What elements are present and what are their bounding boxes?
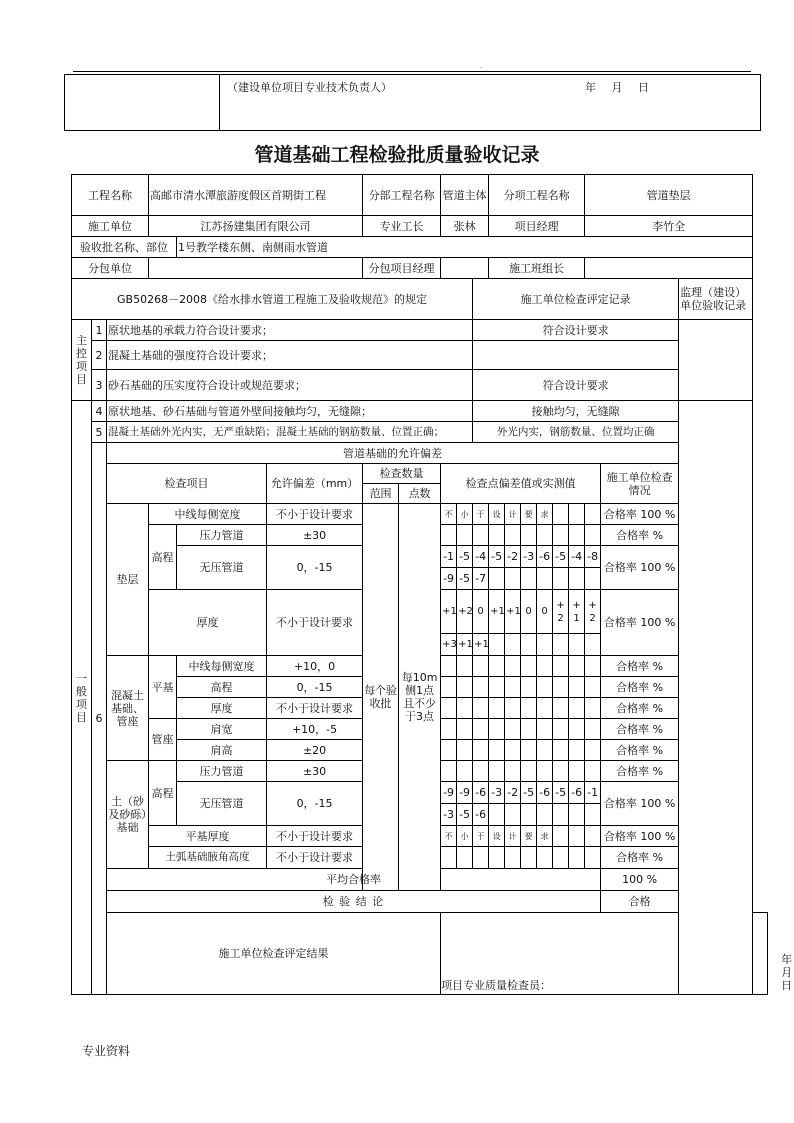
value-cell	[505, 656, 521, 677]
value-cell	[457, 740, 473, 761]
value-cell	[473, 656, 489, 677]
main-control-label: 主控项目	[72, 320, 92, 401]
col-qty: 检查数量	[363, 464, 441, 484]
value-cell	[473, 740, 489, 761]
value-cell	[553, 634, 569, 656]
footer-date: 年 月 日	[781, 953, 793, 992]
row-status: 合格率 100 %	[601, 504, 679, 525]
value-cell	[521, 656, 537, 677]
col-item: 检查项目	[107, 464, 267, 504]
row-status: 合格率 %	[601, 761, 679, 782]
item-no: 2	[92, 341, 107, 370]
value-cell	[569, 826, 585, 847]
value-cell	[569, 656, 585, 677]
value-cell	[505, 761, 521, 782]
row-name: 中线每侧宽度	[177, 656, 267, 677]
team-label: 施工班组长	[489, 258, 585, 279]
value-cell	[489, 656, 505, 677]
value-cell	[489, 740, 505, 761]
value-cell	[537, 656, 553, 677]
value-cell: -5	[457, 804, 473, 826]
value-cell: 求	[537, 826, 553, 847]
previous-table-fragment	[64, 74, 761, 131]
value-cell	[569, 677, 585, 698]
value-cell: +2	[585, 590, 601, 634]
value-cell	[585, 656, 601, 677]
points-value: 每10m侧1点且不少于3点	[399, 504, 441, 891]
row-name: 中线每侧宽度	[149, 504, 267, 525]
row-name: 肩宽	[177, 719, 267, 740]
sub-project-label: 分部工程名称	[363, 175, 441, 216]
row-name: 无压管道	[177, 782, 267, 826]
col-points: 点数	[399, 484, 441, 504]
value-cell	[521, 568, 537, 590]
value-cell	[521, 698, 537, 719]
value-cell	[505, 525, 521, 546]
deviation-title: 管道基础的允许偏差	[107, 443, 679, 464]
supervision-header: 监理（建设）单位验收记录	[679, 279, 753, 320]
manager-label: 项目经理	[489, 216, 585, 237]
value-cell	[457, 656, 473, 677]
row-allow: 不小于设计要求	[267, 504, 363, 525]
value-cell: +1	[473, 634, 489, 656]
avg-value: 100 %	[601, 869, 679, 891]
general-item-text: 原状地基、砂石基础与管道外壁间接触均匀，无缝隙；	[107, 401, 473, 422]
value-cell: -2	[505, 546, 521, 568]
value-cell	[569, 568, 585, 590]
supervision-cell	[679, 320, 753, 401]
value-cell: 不	[441, 826, 457, 847]
avg-label: 平均合格率	[107, 869, 601, 891]
row-status: 合格率 %	[601, 698, 679, 719]
value-cell	[537, 568, 553, 590]
col-allow: 允许偏差（mm）	[267, 464, 363, 504]
value-cell: -5	[489, 546, 505, 568]
value-cell	[569, 504, 585, 525]
value-cell	[553, 568, 569, 590]
row-allow: +10，0	[267, 656, 363, 677]
value-cell	[537, 677, 553, 698]
value-cell	[553, 698, 569, 719]
project-name: 高邮市清水潭旅游度假区首期街工程	[149, 175, 363, 216]
divider	[219, 75, 220, 130]
value-cell	[441, 677, 457, 698]
value-cell	[569, 761, 585, 782]
self-check-header: 施工单位检查评定记录	[473, 279, 679, 320]
value-cell: -7	[473, 568, 489, 590]
value-cell: -1	[585, 782, 601, 804]
value-cell	[505, 568, 521, 590]
subcontractor-label: 分包单位	[72, 258, 149, 279]
value-cell: 要	[521, 826, 537, 847]
value-cell	[473, 525, 489, 546]
sub-manager-label: 分包项目经理	[363, 258, 441, 279]
value-cell: +1	[441, 590, 457, 634]
inspector-label: 项目专业质量检查员：	[441, 979, 552, 992]
row-allow: 不小于设计要求	[267, 698, 363, 719]
value-cell: 计	[505, 504, 521, 525]
value-cell	[457, 525, 473, 546]
value-cell	[569, 719, 585, 740]
foreman-label: 专业工长	[363, 216, 441, 237]
page-title: 管道基础工程检验批质量验收记录	[254, 144, 540, 166]
value-cell	[489, 525, 505, 546]
value-cell: +2	[457, 590, 473, 634]
value-cell	[505, 847, 521, 869]
batch-label: 验收批名称、部位	[72, 237, 177, 258]
value-cell: -2	[505, 782, 521, 804]
conclusion-label: 检 验 结 论	[107, 891, 601, 913]
value-cell	[441, 525, 457, 546]
top-rule	[73, 71, 751, 72]
value-cell	[521, 761, 537, 782]
value-cell	[537, 634, 553, 656]
value-cell	[441, 761, 457, 782]
value-cell	[457, 719, 473, 740]
project-name-label: 工程名称	[72, 175, 149, 216]
value-cell	[553, 847, 569, 869]
group-cushion: 垫层	[107, 504, 149, 656]
value-cell	[553, 804, 569, 826]
value-cell: +3	[441, 634, 457, 656]
item-no: 6	[92, 443, 107, 995]
batch: 1号教学楼东侧、南侧雨水管道	[177, 237, 753, 258]
main-item-text: 原状地基的承载力符合设计要求；	[107, 320, 473, 341]
value-cell	[473, 761, 489, 782]
value-cell: -8	[585, 546, 601, 568]
value-cell	[553, 719, 569, 740]
item-no: 3	[92, 370, 107, 401]
value-cell	[473, 719, 489, 740]
value-cell	[553, 525, 569, 546]
value-cell	[585, 525, 601, 546]
value-cell: -5	[553, 546, 569, 568]
value-cell	[569, 847, 585, 869]
col-status: 施工单位检查情况	[601, 464, 679, 504]
value-cell	[569, 804, 585, 826]
value-cell	[585, 740, 601, 761]
value-cell	[505, 804, 521, 826]
item-no: 1	[92, 320, 107, 341]
value-cell: -5	[457, 568, 473, 590]
row-name: 平基厚度	[149, 826, 267, 847]
value-cell	[537, 719, 553, 740]
value-cell	[441, 656, 457, 677]
value-cell	[537, 761, 553, 782]
row-allow: 不小于设计要求	[267, 590, 363, 656]
row-status: 合格率 %	[601, 677, 679, 698]
row-allow: ±20	[267, 740, 363, 761]
value-cell	[537, 525, 553, 546]
group-high: 高程	[149, 525, 177, 590]
value-cell	[585, 634, 601, 656]
value-cell: 不	[441, 504, 457, 525]
row-allow: ±30	[267, 761, 363, 782]
group-concrete: 混凝土基础、管座	[107, 656, 149, 761]
value-cell: +1	[457, 634, 473, 656]
value-cell: 0	[537, 590, 553, 634]
conclusion-value: 合格	[601, 891, 679, 913]
value-cell	[521, 634, 537, 656]
value-cell	[505, 740, 521, 761]
main-item-text: 砂石基础的压实度符合设计或规范要求；	[107, 370, 473, 401]
value-cell	[553, 656, 569, 677]
value-cell	[489, 698, 505, 719]
value-cell	[537, 847, 553, 869]
general-label: 一般项目	[72, 401, 92, 995]
value-cell: -6	[537, 782, 553, 804]
value-cell	[457, 677, 473, 698]
value-cell: -3	[521, 546, 537, 568]
value-cell	[585, 698, 601, 719]
value-cell	[489, 568, 505, 590]
value-cell	[489, 804, 505, 826]
row-name: 肩高	[177, 740, 267, 761]
value-cell	[489, 761, 505, 782]
item-project: 管道垫层	[585, 175, 753, 216]
value-cell: -5	[457, 546, 473, 568]
row-name: 土弧基础腋角高度	[149, 847, 267, 869]
main-item-result: 符合设计要求	[473, 370, 679, 401]
team	[585, 258, 753, 279]
value-cell: -4	[473, 546, 489, 568]
value-cell	[537, 804, 553, 826]
value-cell	[521, 719, 537, 740]
row-status: 合格率 100 %	[601, 546, 679, 590]
value-cell: -9	[441, 782, 457, 804]
value-cell	[585, 826, 601, 847]
value-cell: -9	[441, 568, 457, 590]
value-cell: 计	[505, 826, 521, 847]
responsible-label: （建设单位项目专业技术负责人）	[227, 81, 392, 94]
value-cell: -4	[569, 546, 585, 568]
value-cell: -1	[441, 546, 457, 568]
value-cell	[473, 677, 489, 698]
value-cell	[457, 698, 473, 719]
value-cell	[537, 740, 553, 761]
sub-project: 管道主体	[441, 175, 489, 216]
main-item-result: 符合设计要求	[473, 320, 679, 341]
value-cell	[441, 847, 457, 869]
value-cell: 小	[457, 826, 473, 847]
value-cell	[473, 847, 489, 869]
subcontractor	[149, 258, 363, 279]
value-cell	[521, 740, 537, 761]
value-cell	[569, 698, 585, 719]
row-name: 高程	[177, 677, 267, 698]
item-no: 4	[92, 401, 107, 422]
group-flat: 平基	[149, 656, 177, 719]
row-name: 压力管道	[177, 525, 267, 546]
row-allow: 0，-15	[267, 677, 363, 698]
value-cell	[441, 698, 457, 719]
item-project-label: 分项工程名称	[489, 175, 585, 216]
value-cell: -3	[441, 804, 457, 826]
footer-block-content	[441, 913, 793, 995]
row-status: 合格率 100 %	[601, 826, 679, 847]
main-item-result	[473, 341, 679, 370]
value-cell	[585, 847, 601, 869]
group-soil-high: 高程	[149, 761, 177, 826]
row-status: 合格率 100 %	[601, 590, 679, 656]
value-cell: 设	[489, 826, 505, 847]
value-cell: 要	[521, 504, 537, 525]
value-cell: 于	[473, 504, 489, 525]
value-cell: +1	[569, 590, 585, 634]
value-cell: 小	[457, 504, 473, 525]
col-range: 范围	[363, 484, 399, 504]
row-status: 合格率 %	[601, 656, 679, 677]
value-cell	[553, 740, 569, 761]
value-cell	[569, 525, 585, 546]
value-cell	[521, 525, 537, 546]
range-value: 每个验收批	[363, 504, 399, 891]
footer-text: 专业资料	[82, 1044, 131, 1058]
value-cell	[505, 698, 521, 719]
col-values: 检查点偏差值或实测值	[441, 464, 601, 504]
footer-block-label: 施工单位检查评定结果	[107, 913, 441, 995]
value-cell: 求	[537, 504, 553, 525]
sub-manager	[441, 258, 489, 279]
value-cell	[553, 761, 569, 782]
value-cell: 0	[521, 590, 537, 634]
value-cell	[569, 740, 585, 761]
value-cell	[489, 634, 505, 656]
row-allow: 0，-15	[267, 782, 363, 826]
row-name: 厚度	[149, 590, 267, 656]
value-cell	[473, 698, 489, 719]
value-cell	[505, 634, 521, 656]
value-cell: -3	[489, 782, 505, 804]
value-cell: 0	[473, 590, 489, 634]
value-cell	[457, 847, 473, 869]
value-cell	[505, 719, 521, 740]
value-cell: -5	[553, 782, 569, 804]
construction-unit-label: 施工单位	[72, 216, 149, 237]
row-status: 合格率 100 %	[601, 782, 679, 826]
value-cell	[585, 761, 601, 782]
general-item-result: 外光内实，钢筋数量、位置均正确	[473, 422, 679, 443]
value-cell: -9	[457, 782, 473, 804]
main-item-text: 混凝土基础的强度符合设计要求；	[107, 341, 473, 370]
row-status: 合格率 %	[601, 847, 679, 869]
top-date: 年 月 日	[585, 81, 649, 94]
value-cell: -5	[521, 782, 537, 804]
value-cell	[585, 719, 601, 740]
value-cell	[553, 677, 569, 698]
dot-mark: .	[480, 63, 482, 70]
row-name: 厚度	[177, 698, 267, 719]
value-cell: -6	[473, 782, 489, 804]
foreman: 张林	[441, 216, 489, 237]
value-cell: +1	[505, 590, 521, 634]
value-cell: -6	[473, 804, 489, 826]
general-item-text: 混凝土基础外光内实，无严重缺陷；混凝土基础的钢筋数量、位置正确；	[107, 422, 473, 443]
value-cell: -6	[537, 546, 553, 568]
group-seat: 管座	[149, 719, 177, 761]
row-status: 合格率 %	[601, 719, 679, 740]
value-cell	[585, 568, 601, 590]
value-cell	[489, 847, 505, 869]
value-cell	[537, 698, 553, 719]
row-name: 压力管道	[177, 761, 267, 782]
value-cell	[585, 804, 601, 826]
value-cell: +2	[553, 590, 569, 634]
row-status: 合格率 %	[601, 740, 679, 761]
value-cell	[569, 634, 585, 656]
value-cell	[521, 847, 537, 869]
value-cell	[457, 761, 473, 782]
value-cell	[585, 504, 601, 525]
value-cell	[585, 677, 601, 698]
value-cell	[521, 677, 537, 698]
value-cell: +1	[489, 590, 505, 634]
value-cell	[505, 677, 521, 698]
row-allow: 不小于设计要求	[267, 826, 363, 847]
row-status: 合格率 %	[601, 525, 679, 546]
item-no: 5	[92, 422, 107, 443]
value-cell	[489, 677, 505, 698]
general-item-result: 接触均匀，无缝隙	[473, 401, 679, 422]
row-allow: 0，-15	[267, 546, 363, 590]
value-cell	[553, 504, 569, 525]
value-cell	[441, 719, 457, 740]
value-cell	[553, 826, 569, 847]
value-cell	[489, 719, 505, 740]
row-allow: 不小于设计要求	[267, 847, 363, 869]
row-name: 无压管道	[177, 546, 267, 590]
row-allow: ±30	[267, 525, 363, 546]
row-allow: +10，-5	[267, 719, 363, 740]
value-cell	[441, 740, 457, 761]
value-cell	[521, 804, 537, 826]
supervision-cell	[679, 401, 753, 995]
group-soil: 土（砂及砂砾）基础	[107, 761, 149, 869]
value-cell: -6	[569, 782, 585, 804]
construction-unit: 江苏扬建集团有限公司	[149, 216, 363, 237]
standard: GB50268－2008《给水排水管道工程施工及验收规范》的规定	[72, 279, 473, 320]
value-cell: 设	[489, 504, 505, 525]
inspection-table	[71, 174, 793, 995]
manager: 李竹全	[585, 216, 753, 237]
value-cell: 于	[473, 826, 489, 847]
